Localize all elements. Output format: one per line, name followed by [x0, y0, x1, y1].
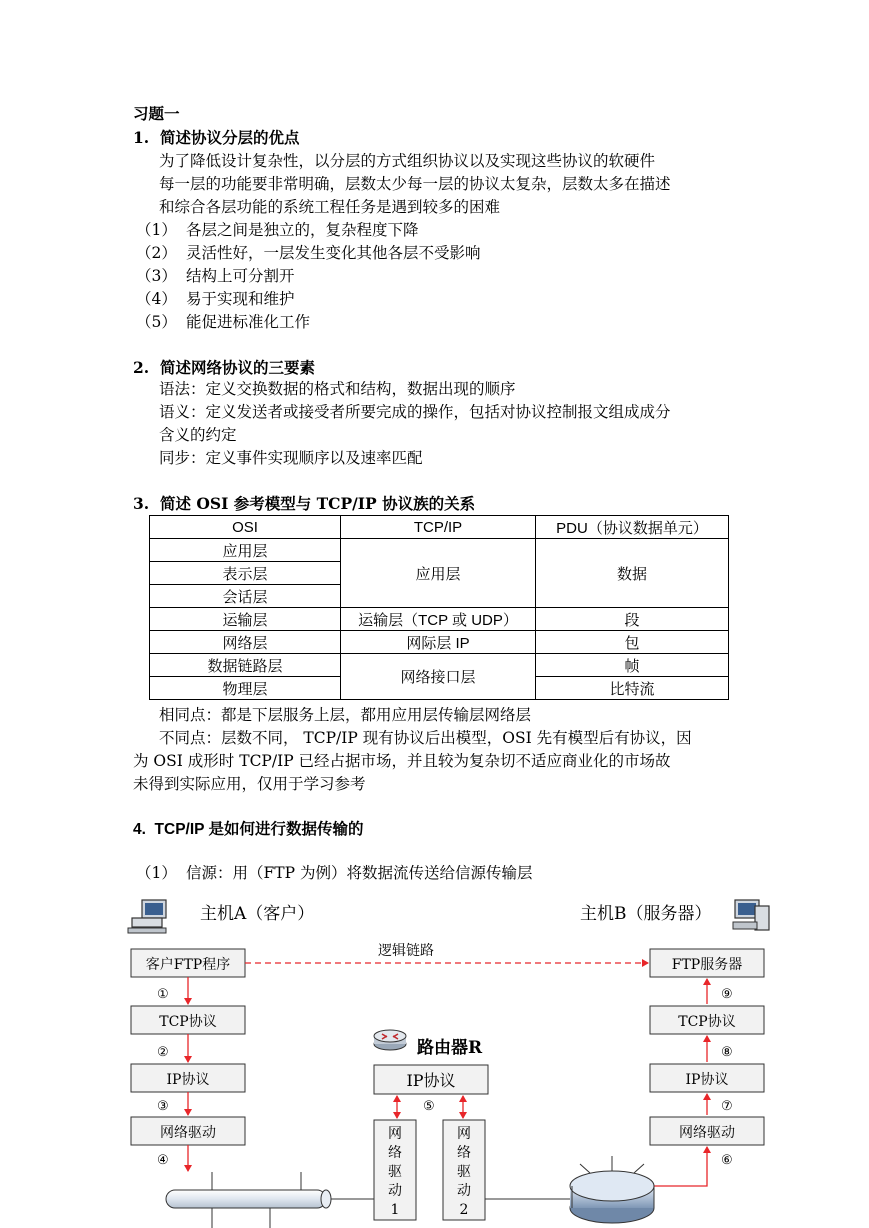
step-marker: ④	[157, 1153, 169, 1168]
q1-item-num: （1）	[136, 221, 177, 239]
q1-item-num: （3）	[136, 267, 177, 285]
table-cell: 网络接口层	[341, 654, 536, 700]
q4-step-num: （1）	[136, 864, 177, 882]
stack-box-label: 客户FTP程序	[145, 957, 231, 973]
q2-line: 含义的约定	[159, 426, 237, 444]
q2-line: 语义：定义发送者或接受者所要完成的操作，包括对协议控制报文组成成分	[159, 403, 671, 421]
host-b-label: 主机B（服务器）	[580, 904, 712, 924]
driver-char: 络	[457, 1145, 471, 1161]
table-row	[150, 608, 729, 631]
stack-box-label: 网络驱动	[679, 1125, 735, 1141]
table-cell: 网际层 IP	[341, 631, 536, 654]
router-label: 路由器R	[417, 1038, 483, 1058]
q3-line: 未得到实际应用，仅用于学习参考	[133, 775, 366, 793]
table-cell: 运输层（TCP 或 UDP）	[341, 608, 536, 631]
step-marker: ⑤	[423, 1099, 435, 1114]
driver-char: 动	[388, 1183, 402, 1199]
driver-char: 络	[388, 1145, 402, 1161]
step-marker: ⑧	[721, 1045, 733, 1060]
stack-box-label: TCP协议	[678, 1014, 736, 1030]
host-a-label: 主机A（客户）	[200, 904, 315, 924]
router-icon	[374, 1030, 406, 1050]
table-header: PDU（协议数据单元）	[536, 516, 729, 539]
ethernet-bus	[166, 1172, 374, 1228]
table-cell: 应用层	[150, 539, 341, 562]
table-cell: 物理层	[150, 677, 341, 700]
table-header-row	[150, 516, 729, 539]
q1-item-num: （5）	[136, 313, 177, 331]
q1-item-text: 能促进标准化工作	[186, 313, 311, 331]
table-cell: 数据链路层	[150, 654, 341, 677]
step-marker: ⑥	[721, 1153, 733, 1168]
q1-item-text: 各层之间是独立的，复杂程度下降	[186, 221, 419, 239]
q1-item-text: 灵活性好，一层发生变化其他各层不受影响	[186, 244, 481, 262]
table-cell: 表示层	[150, 562, 341, 585]
stack-box-label: IP协议	[685, 1072, 729, 1088]
router-ip-label: IP协议	[406, 1071, 456, 1090]
table-cell: 网络层	[150, 631, 341, 654]
q2-heading: 2. 简述网络协议的三要素	[133, 358, 315, 377]
driver-char: 2	[459, 1202, 469, 1218]
driver-char: 动	[457, 1183, 471, 1199]
driver-char: 驱	[388, 1164, 402, 1180]
driver-char: 网	[388, 1126, 402, 1142]
stack-box-label: TCP协议	[159, 1014, 217, 1030]
table-row	[150, 654, 729, 677]
table-row	[150, 539, 729, 562]
q1-para-line: 每一层的功能要非常明确，层数太少每一层的协议太复杂，层数太多在描述	[159, 175, 671, 193]
q4-step-text: 信源：用（FTP 为例）将数据流传送给信源传输层	[186, 864, 533, 882]
table-cell: 段	[536, 608, 729, 631]
table-cell: 数据	[536, 539, 729, 608]
q1-para-line: 和综合各层功能的系统工程任务是遇到较多的困难	[159, 198, 501, 216]
table-cell: 包	[536, 631, 729, 654]
stack-box-label: 网络驱动	[160, 1125, 216, 1141]
q3-heading: 3. 简述 OSI 参考模型与 TCP/IP 协议族的关系	[133, 494, 476, 513]
network-hub-icon	[485, 1156, 654, 1223]
q2-line: 语法：定义交换数据的格式和结构，数据出现的顺序	[159, 380, 516, 398]
table-row	[150, 631, 729, 654]
q3-line: 为 OSI 成形时 TCP/IP 已经占据市场，并且较为复杂切不适应商业化的市场故	[133, 752, 671, 770]
q1-item-text: 结构上可分割开	[186, 267, 295, 285]
table-cell: 比特流	[536, 677, 729, 700]
computer-icon	[128, 900, 166, 933]
driver-char: 驱	[457, 1164, 471, 1180]
table-cell: 应用层	[341, 539, 536, 608]
q1-para-line: 为了降低设计复杂性，以分层的方式组织协议以及实现这些协议的软硬件	[159, 152, 656, 170]
logical-link-label: 逻辑链路	[378, 943, 434, 959]
driver-char: 网	[457, 1126, 471, 1142]
q2-line: 同步：定义事件实现顺序以及速率匹配	[159, 449, 423, 467]
step-marker: ⑨	[721, 987, 733, 1002]
q4-heading: 4. TCP/IP 是如何进行数据传输的	[133, 821, 364, 838]
q3-line: 不同点：层数不同， TCP/IP 现有协议后出模型，OSI 先有模型后有协议，因	[159, 729, 692, 747]
table-cell: 运输层	[150, 608, 341, 631]
q1-item-text: 易于实现和维护	[186, 290, 295, 308]
step-marker: ②	[157, 1045, 169, 1060]
step-marker: ⑦	[721, 1099, 733, 1114]
q1-item-num: （2）	[136, 244, 177, 262]
page-title: 习题一	[133, 104, 180, 123]
step-marker: ①	[157, 987, 169, 1002]
q3-line: 相同点：都是下层服务上层，都用应用层传输层网络层	[159, 706, 532, 724]
q1-heading: 1. 简述协议分层的优点	[133, 128, 300, 147]
computer-icon	[733, 900, 769, 930]
stack-box-label: FTP服务器	[671, 957, 743, 973]
tcpip-transfer-diagram	[0, 890, 869, 1228]
q1-item-num: （4）	[136, 290, 177, 308]
stack-box-label: IP协议	[166, 1072, 210, 1088]
table-cell: 帧	[536, 654, 729, 677]
step-marker: ③	[157, 1099, 169, 1114]
driver-char: 1	[390, 1202, 400, 1218]
osi-tcpip-table	[149, 515, 729, 700]
table-header: TCP/IP	[341, 516, 536, 539]
table-cell: 会话层	[150, 585, 341, 608]
table-header: OSI	[150, 516, 341, 539]
